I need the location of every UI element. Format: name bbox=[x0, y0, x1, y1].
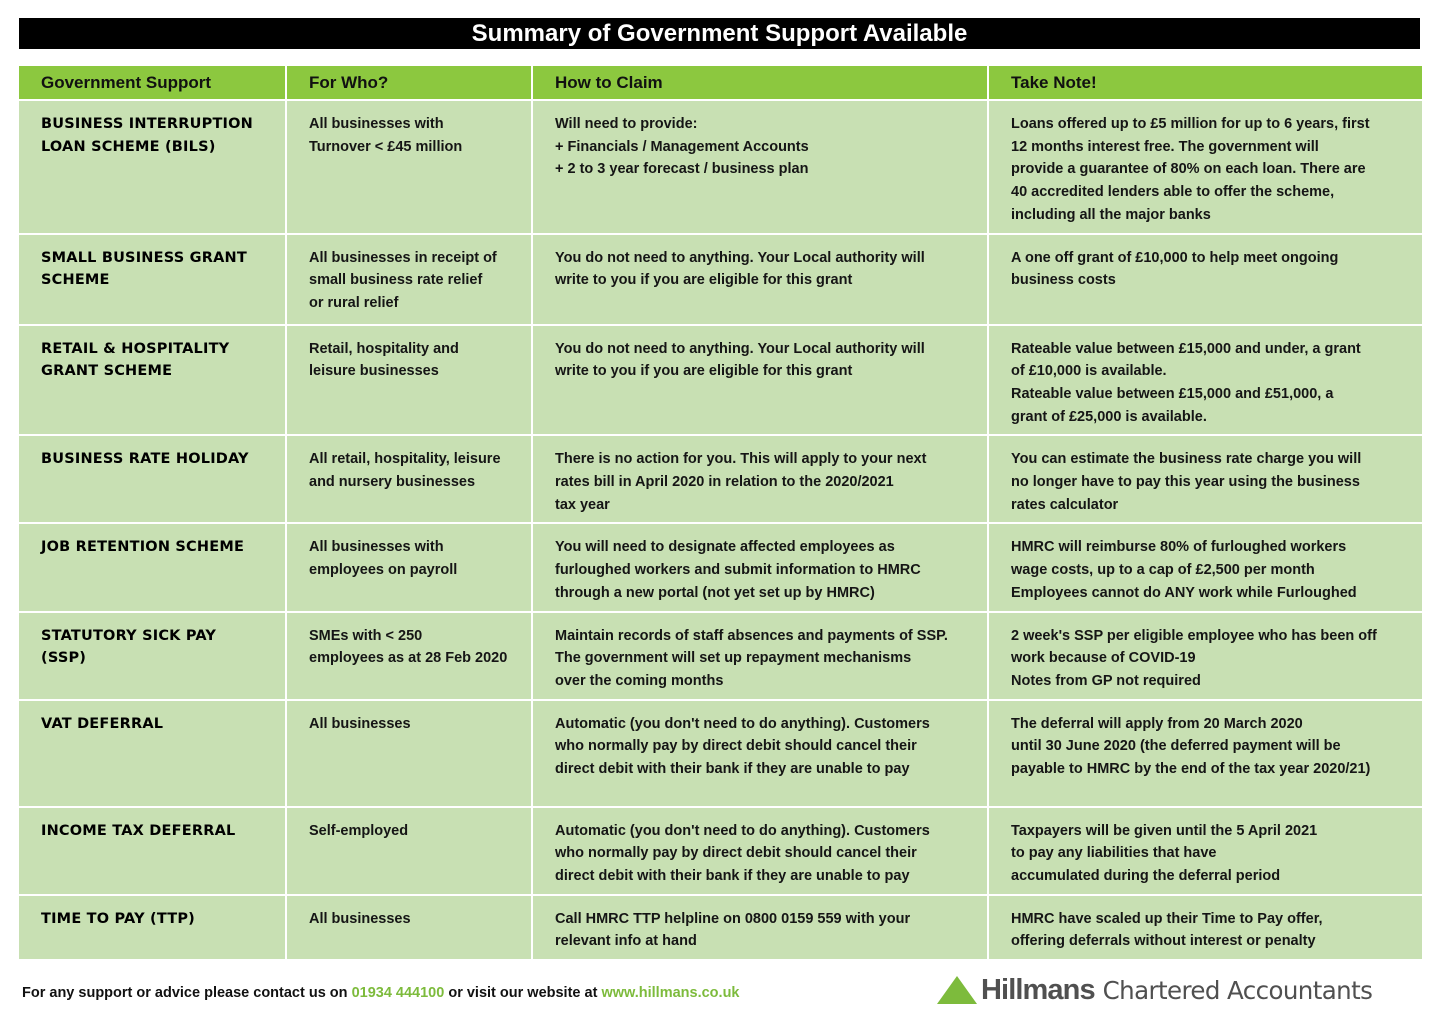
table-row bbox=[19, 701, 1422, 806]
logo-subtitle: Chartered Accountants bbox=[1102, 975, 1373, 1005]
support-name-cell: JOB RETENTION SCHEME bbox=[19, 524, 285, 610]
for-who-cell: Retail, hospitality and leisure businesses bbox=[287, 326, 531, 435]
website-link[interactable]: www.hillmans.co.uk bbox=[601, 985, 740, 1001]
table-row bbox=[19, 101, 1422, 233]
header-for-who: For Who? bbox=[287, 66, 531, 99]
how-to-claim-cell: You do not need to anything. Your Local authority will write to you if you are eligible for this grant bbox=[533, 326, 987, 435]
for-who-cell: All businesses with Turnover < £45 million bbox=[287, 101, 531, 233]
for-who-cell: All businesses bbox=[287, 701, 531, 806]
table-row bbox=[19, 524, 1422, 610]
take-note-cell: Rateable value between £15,000 and under, a grant of £10,000 is available. Rateable value between £15,000 and £51,000, a grant of £25,000 is available. bbox=[989, 326, 1422, 435]
take-note-cell: HMRC have scaled up their Time to Pay offer, offering deferrals without interest or penalty bbox=[989, 896, 1422, 959]
how-to-claim-cell: Call HMRC TTP helpline on 0800 0159 559 with your relevant info at hand bbox=[533, 896, 987, 959]
triangle-logo-icon bbox=[936, 975, 978, 1005]
for-who-cell: SMEs with < 250 employees as at 28 Feb 2020 bbox=[287, 613, 531, 699]
footer-text-middle: or visit our website at bbox=[444, 985, 602, 1001]
take-note-cell: HMRC will reimburse 80% of furloughed workers wage costs, up to a cap of £2,500 per month Employees cannot do ANY work while Furloughed bbox=[989, 524, 1422, 610]
header-government-support: Government Support bbox=[19, 66, 285, 99]
how-to-claim-cell: Automatic (you don't need to do anything). Customers who normally pay by direct debit should cancel their direct debit with their bank if they are unable to pay bbox=[533, 701, 987, 806]
support-name-cell: INCOME TAX DEFERRAL bbox=[19, 808, 285, 894]
header-how-to-claim: How to Claim bbox=[533, 66, 987, 99]
for-who-cell: All retail, hospitality, leisure and nursery businesses bbox=[287, 436, 531, 522]
how-to-claim-cell: Automatic (you don't need to do anything). Customers who normally pay by direct debit should cancel their direct debit with their bank if they are unable to pay bbox=[533, 808, 987, 894]
support-table bbox=[17, 64, 1424, 961]
table-row bbox=[19, 808, 1422, 894]
how-to-claim-cell: You will need to designate affected employees as furloughed workers and submit information to HMRC through a new portal (not yet set up by HMRC) bbox=[533, 524, 987, 610]
support-name-cell: RETAIL & HOSPITALITY GRANT SCHEME bbox=[19, 326, 285, 435]
how-to-claim-cell: There is no action for you. This will apply to your next rates bill in April 2020 in relation to the 2020/2021 tax year bbox=[533, 436, 987, 522]
table-row bbox=[19, 613, 1422, 699]
table-row bbox=[19, 235, 1422, 324]
take-note-cell: Loans offered up to £5 million for up to 6 years, first 12 months interest free. The government will provide a guarantee of 80% on each loan. There are 40 accredited lenders able to offer the scheme, including all the major banks bbox=[989, 101, 1422, 233]
table-row bbox=[19, 326, 1422, 435]
for-who-cell: All businesses with employees on payroll bbox=[287, 524, 531, 610]
how-to-claim-cell: Maintain records of staff absences and payments of SSP. The government will set up repayment mechanisms over the coming months bbox=[533, 613, 987, 699]
support-name-cell: VAT DEFERRAL bbox=[19, 701, 285, 806]
take-note-cell: You can estimate the business rate charge you will no longer have to pay this year using the business rates calculator bbox=[989, 436, 1422, 522]
page-title: Summary of Government Support Available bbox=[19, 18, 1420, 49]
support-name-cell: TIME TO PAY (TTP) bbox=[19, 896, 285, 959]
take-note-cell: The deferral will apply from 20 March 2020 until 30 June 2020 (the deferred payment will be payable to HMRC by the end of the tax year 2020/21) bbox=[989, 701, 1422, 806]
footer-text-intro: For any support or advice please contact us on bbox=[22, 985, 352, 1001]
support-name-cell: BUSINESS INTERRUPTION LOAN SCHEME (BILS) bbox=[19, 101, 285, 233]
how-to-claim-cell: You do not need to anything. Your Local authority will write to you if you are eligible for this grant bbox=[533, 235, 987, 324]
take-note-cell: 2 week's SSP per eligible employee who has been off work because of COVID-19 Notes from GP not required bbox=[989, 613, 1422, 699]
support-name-cell: STATUTORY SICK PAY (SSP) bbox=[19, 613, 285, 699]
for-who-cell: All businesses bbox=[287, 896, 531, 959]
for-who-cell: All businesses in receipt of small business rate relief or rural relief bbox=[287, 235, 531, 324]
support-name-cell: SMALL BUSINESS GRANT SCHEME bbox=[19, 235, 285, 324]
footer-contact bbox=[22, 985, 740, 1001]
for-who-cell: Self-employed bbox=[287, 808, 531, 894]
header-take-note: Take Note! bbox=[989, 66, 1422, 99]
take-note-cell: A one off grant of £10,000 to help meet ongoing business costs bbox=[989, 235, 1422, 324]
take-note-cell: Taxpayers will be given until the 5 April 2021 to pay any liabilities that have accumulated during the deferral period bbox=[989, 808, 1422, 894]
logo-brand-name: Hillmans bbox=[981, 973, 1095, 1006]
how-to-claim-cell: Will need to provide: + Financials / Management Accounts + 2 to 3 year forecast / business plan bbox=[533, 101, 987, 233]
table-row bbox=[19, 436, 1422, 522]
support-name-cell: BUSINESS RATE HOLIDAY bbox=[19, 436, 285, 522]
phone-number[interactable]: 01934 444100 bbox=[351, 985, 445, 1001]
table-header-row bbox=[19, 66, 1422, 99]
table-row bbox=[19, 896, 1422, 959]
company-logo bbox=[936, 972, 1372, 1008]
